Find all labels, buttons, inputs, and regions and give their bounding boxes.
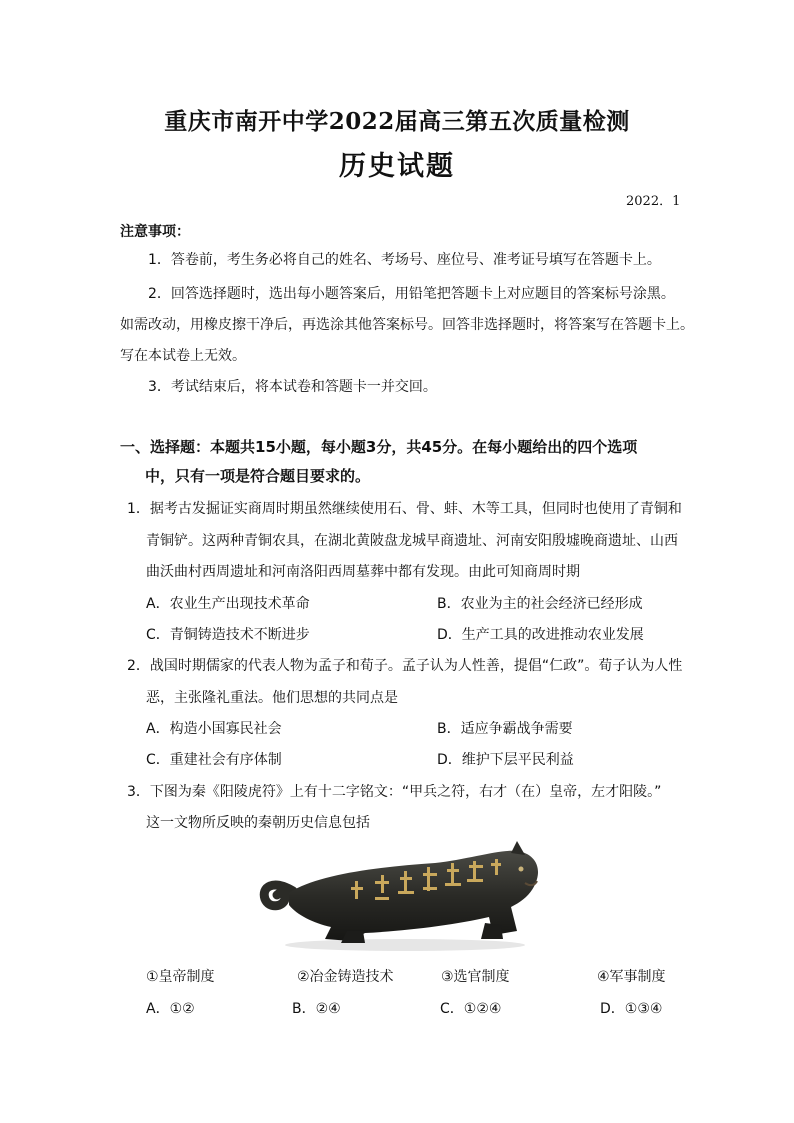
- q1-option-a[interactable]: A．农业生产出现技术革命: [146, 596, 310, 612]
- q3-stem-line-1: 3．下图为秦《阳陵虎符》上有十二字铭文：“甲兵之符，右才（在）皇帝，左才阳陵。”: [127, 784, 662, 800]
- q3-item-1: ①皇帝制度: [146, 969, 215, 985]
- tiger-tally-image: [255, 835, 545, 955]
- q3-stem-line-2: 这一文物所反映的秦朝历史信息包括: [146, 815, 370, 831]
- notice-line-1: 1．答卷前，考生务必将自己的姓名、考场号、座位号、准考证号填写在答题卡上。: [148, 252, 661, 268]
- q3-item-3: ③选官制度: [441, 969, 510, 985]
- q3-option-c[interactable]: C．①②④: [440, 1001, 502, 1017]
- q3-item-2: ②冶金铸造技术: [297, 969, 394, 985]
- q1-stem-line-2: 青铜铲。这两种青铜农具，在湖北黄陂盘龙城早商遗址、河南安阳殷墟晚商遗址、山西: [146, 533, 678, 549]
- exam-title: 重庆市南开中学2022届高三第五次质量检测: [164, 108, 630, 135]
- q1-stem-line-1: 1．据考古发掘证实商周时期虽然继续使用石、骨、蚌、木等工具，但同时也使用了青铜和: [127, 501, 682, 517]
- q2-option-d[interactable]: D．维护下层平民利益: [437, 752, 574, 768]
- q3-item-4: ④军事制度: [597, 969, 666, 985]
- q2-stem-line-2: 恶，主张隆礼重法。他们思想的共同点是: [146, 690, 398, 706]
- q2-option-c[interactable]: C．重建社会有序体制: [146, 752, 282, 768]
- q1-option-b[interactable]: B．农业为主的社会经济已经形成: [437, 596, 643, 612]
- q2-stem-line-1: 2．战国时期儒家的代表人物为孟子和荀子。孟子认为人性善，提倡“仁政”。荀子认为人性: [127, 658, 683, 674]
- notice-heading: 注意事项：: [120, 224, 190, 240]
- notice-line-3: 如需改动，用橡皮擦干净后，再选涂其他答案标号。回答非选择题时，将答案写在答题卡上。: [120, 317, 694, 333]
- q2-option-b[interactable]: B．适应争霸战争需要: [437, 721, 573, 737]
- notice-line-5: 3．考试结束后，将本试卷和答题卡一并交回。: [148, 379, 437, 395]
- notice-line-2: 2．回答选择题时，选出每小题答案后，用铅笔把答题卡上对应题目的答案标号涂黑。: [148, 286, 675, 302]
- q1-stem-line-3: 曲沃曲村西周遗址和河南洛阳西周墓葬中都有发现。由此可知商周时期: [146, 564, 580, 580]
- q1-option-c[interactable]: C．青铜铸造技术不断进步: [146, 627, 310, 643]
- q2-option-a[interactable]: A．构造小国寡民社会: [146, 721, 282, 737]
- section-heading-line-1: 一、选择题：本题共15小题，每小题3分，共45分。在每小题给出的四个选项: [120, 438, 638, 456]
- notice-line-4: 写在本试卷上无效。: [120, 348, 246, 364]
- q3-option-d[interactable]: D．①③④: [600, 1001, 663, 1017]
- section-heading-line-2: 中，只有一项是符合题目要求的。: [145, 467, 371, 485]
- exam-subtitle: 历史试题: [339, 151, 455, 182]
- q3-option-b[interactable]: B．②④: [292, 1001, 341, 1017]
- q3-option-a[interactable]: A．①②: [146, 1001, 195, 1017]
- exam-date: 2022．1: [626, 194, 681, 209]
- q1-option-d[interactable]: D．生产工具的改进推动农业发展: [437, 627, 644, 643]
